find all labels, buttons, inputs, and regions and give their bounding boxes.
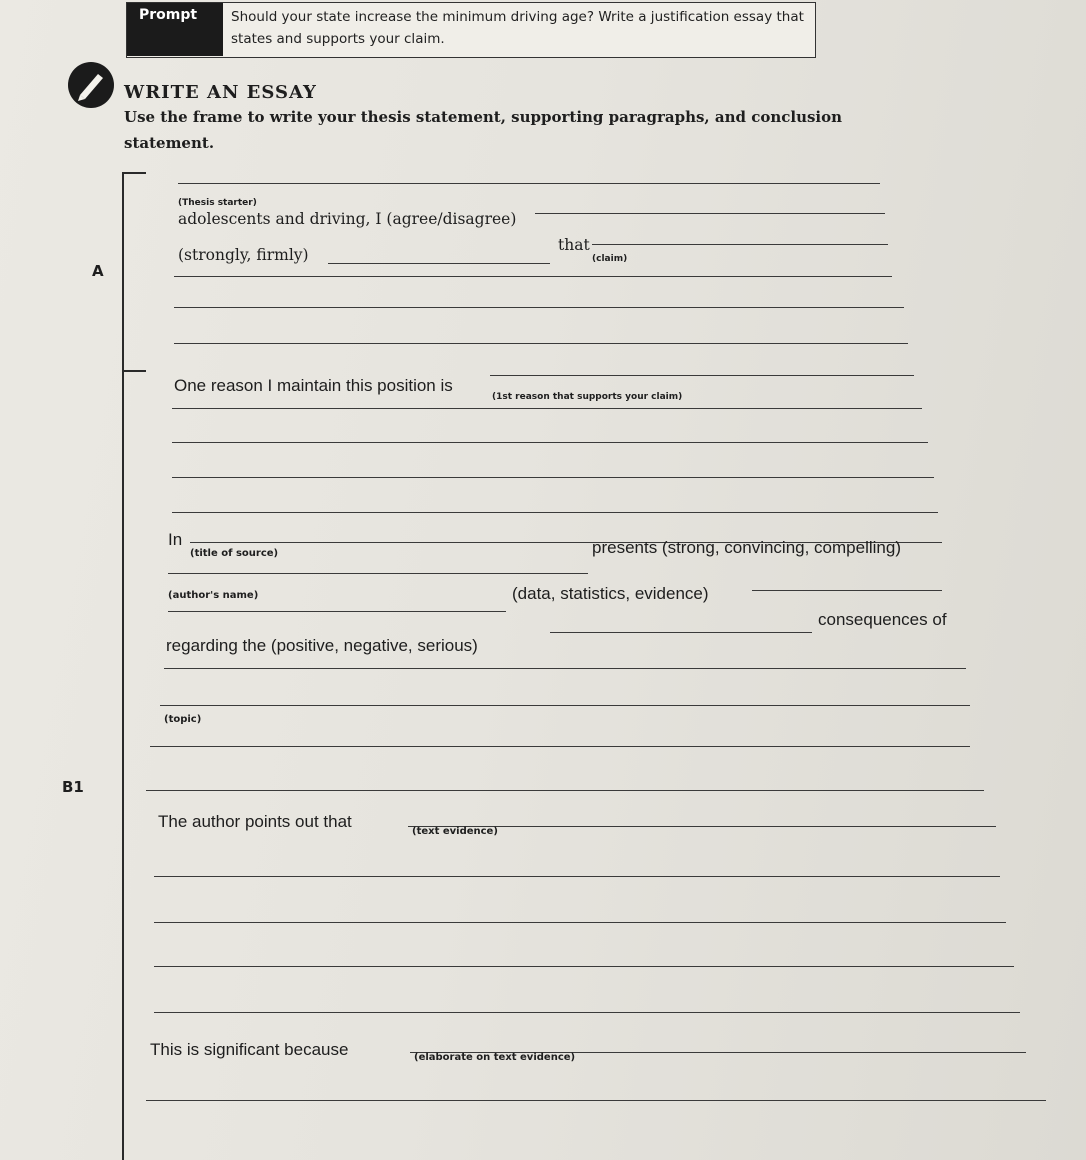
agree-disagree-blank[interactable] bbox=[535, 213, 885, 214]
prompt-tag: Prompt bbox=[127, 3, 223, 56]
section-b-bracket bbox=[122, 368, 124, 1160]
consequences-text: consequences of bbox=[818, 610, 947, 629]
significant-text: This is significant because bbox=[150, 1040, 349, 1059]
section-a-bracket bbox=[122, 172, 146, 372]
writing-line[interactable] bbox=[172, 442, 928, 443]
writing-line[interactable] bbox=[174, 343, 908, 344]
writing-line[interactable] bbox=[178, 183, 880, 184]
writing-line[interactable] bbox=[154, 966, 1014, 967]
presents-text: presents (strong, convincing, compelling) bbox=[592, 538, 901, 557]
writing-line[interactable] bbox=[160, 705, 970, 706]
writing-line[interactable] bbox=[168, 611, 506, 612]
pencil-icon bbox=[68, 62, 114, 108]
writing-line[interactable] bbox=[172, 512, 938, 513]
thesis-line-2-text: (strongly, firmly) bbox=[178, 246, 309, 264]
writing-line[interactable] bbox=[146, 790, 984, 791]
writing-line[interactable] bbox=[172, 408, 922, 409]
title-of-source-label: (title of source) bbox=[190, 548, 279, 559]
in-text: In bbox=[168, 530, 183, 549]
writing-line[interactable] bbox=[174, 307, 904, 308]
data-text: (data, statistics, evidence) bbox=[512, 584, 709, 603]
author-blank[interactable] bbox=[168, 573, 588, 574]
regarding-blank[interactable] bbox=[550, 632, 812, 633]
writing-line[interactable] bbox=[150, 746, 970, 747]
section-a-letter: A bbox=[92, 262, 104, 280]
regarding-text: regarding the (positive, negative, serious) bbox=[166, 636, 478, 655]
reason-blank[interactable] bbox=[490, 375, 914, 376]
reason-label: (1st reason that supports your claim) bbox=[492, 392, 683, 402]
claim-blank[interactable] bbox=[592, 244, 888, 245]
prompt-box bbox=[126, 2, 816, 58]
evidence-type-blank[interactable] bbox=[752, 590, 942, 591]
writing-line[interactable] bbox=[146, 1100, 1046, 1101]
writing-line[interactable] bbox=[172, 477, 934, 478]
thesis-starter-label: (Thesis starter) bbox=[178, 198, 257, 208]
prompt-text: Should your state increase the minimum driving age? Write a justification essay that states and supports your claim. bbox=[231, 9, 804, 47]
writing-line[interactable] bbox=[154, 922, 1006, 923]
reason-text: One reason I maintain this position is bbox=[174, 376, 453, 395]
thesis-line-1-text: adolescents and driving, I (agree/disagree) bbox=[178, 210, 517, 228]
writing-line[interactable] bbox=[154, 1012, 1020, 1013]
activity-title: WRITE AN ESSAY bbox=[124, 82, 317, 103]
topic-blank[interactable] bbox=[164, 668, 966, 669]
strength-blank[interactable] bbox=[328, 263, 550, 264]
author-name-label: (author's name) bbox=[168, 590, 259, 601]
writing-line[interactable] bbox=[154, 876, 1000, 877]
that-text: that bbox=[558, 236, 590, 254]
activity-instructions: Use the frame to write your thesis statement, supporting paragraphs, and conclusion statement. bbox=[124, 108, 843, 152]
topic-label: (topic) bbox=[164, 714, 202, 725]
section-b1-letter: B1 bbox=[62, 778, 84, 796]
points-out-text: The author points out that bbox=[158, 812, 352, 831]
elaborate-label: (elaborate on text evidence) bbox=[414, 1052, 576, 1063]
text-evidence-label: (text evidence) bbox=[412, 826, 498, 837]
writing-line[interactable] bbox=[174, 276, 892, 277]
claim-label: (claim) bbox=[592, 254, 628, 264]
